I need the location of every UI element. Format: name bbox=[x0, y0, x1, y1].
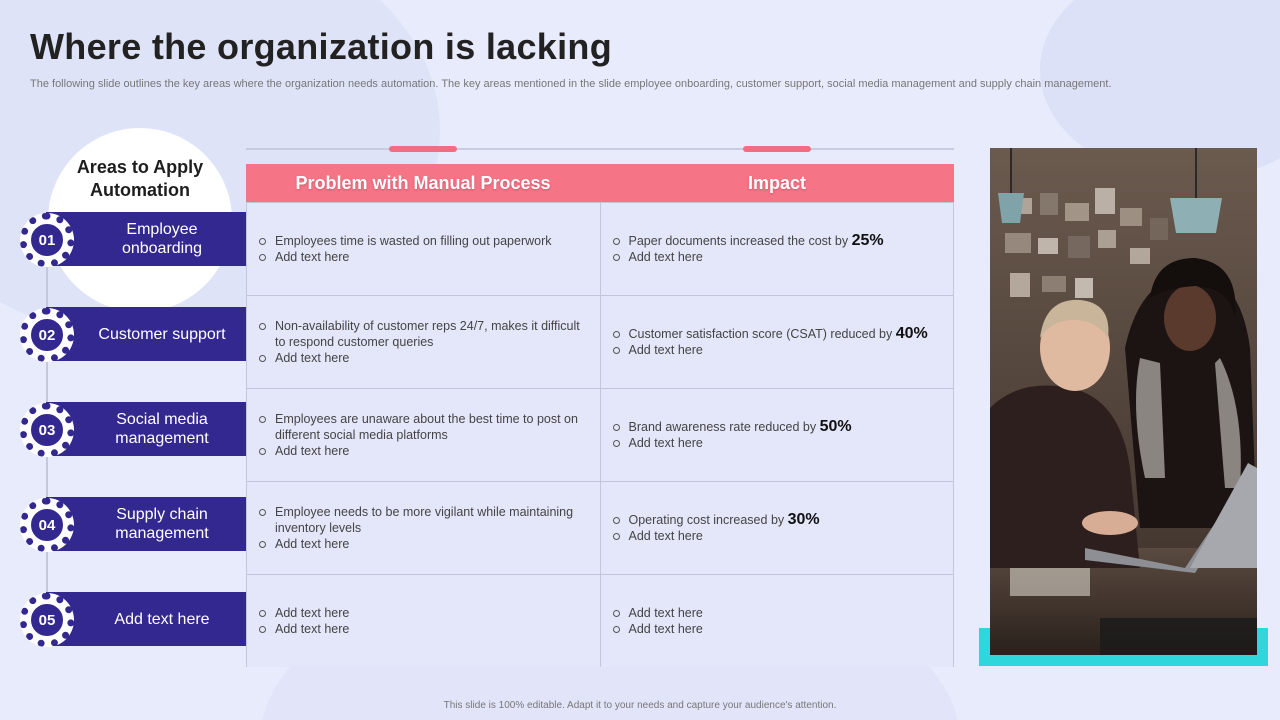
table-row bbox=[246, 295, 954, 388]
office-photo bbox=[990, 148, 1257, 655]
impact-text: Customer satisfaction score (CSAT) reduced by bbox=[628, 327, 893, 341]
impact-text: Add text here bbox=[628, 606, 703, 620]
problem-impact-table bbox=[246, 164, 954, 667]
areas-title bbox=[48, 156, 232, 202]
table-header bbox=[246, 164, 954, 202]
step-number: 04 bbox=[28, 506, 66, 544]
bullet-item: Non-availability of customer reps 24/7, makes it difficult to respond customer queries bbox=[257, 318, 590, 350]
page-title: Where the organization is lacking bbox=[30, 26, 612, 67]
step-item bbox=[20, 306, 246, 362]
step-item bbox=[20, 591, 246, 647]
bullet-item bbox=[611, 605, 944, 621]
problem-cell bbox=[246, 203, 600, 295]
bullet-item: Add text here bbox=[257, 350, 590, 366]
table-top-divider bbox=[246, 148, 954, 150]
impact-cell bbox=[600, 389, 955, 481]
bullet-item bbox=[611, 419, 944, 435]
problem-cell bbox=[246, 296, 600, 388]
impact-percent: 30% bbox=[787, 511, 820, 528]
step-label: Supply chain management bbox=[46, 497, 246, 551]
bullet-item: Add text here bbox=[257, 249, 590, 265]
bullet-item: Add text here bbox=[257, 443, 590, 459]
step-label: Add text here bbox=[46, 592, 246, 646]
impact-cell bbox=[600, 203, 955, 295]
areas-title-text: Areas to Apply Automation bbox=[76, 157, 204, 200]
page-subtitle: The following slide outlines the key areas where the organization needs automation. The key areas mentioned in the slide employee onboarding, customer support, social media management and supply chain management. bbox=[30, 78, 1112, 90]
step-item bbox=[20, 496, 246, 552]
bullet-item: Add text here bbox=[611, 528, 944, 544]
bullet-item: Employee needs to be more vigilant while maintaining inventory levels bbox=[257, 504, 590, 536]
table-row bbox=[246, 481, 954, 574]
table-tab-accent bbox=[743, 146, 811, 152]
bullet-item: Employees time is wasted on filling out paperwork bbox=[257, 233, 590, 249]
problem-cell bbox=[246, 575, 600, 667]
step-number: 03 bbox=[28, 411, 66, 449]
bullet-item: Add text here bbox=[611, 342, 944, 358]
impact-text: Paper documents increased the cost by bbox=[628, 234, 849, 248]
office-photo-illustration bbox=[990, 148, 1257, 655]
table-row bbox=[246, 388, 954, 481]
impact-percent: 50% bbox=[819, 418, 852, 435]
step-label: Social media management bbox=[46, 402, 246, 456]
bullet-item: Add text here bbox=[257, 536, 590, 552]
step-item bbox=[20, 211, 246, 267]
bullet-item bbox=[611, 512, 944, 528]
problem-cell bbox=[246, 482, 600, 574]
bullet-item: Add text here bbox=[611, 621, 944, 637]
impact-percent: 25% bbox=[851, 232, 884, 249]
bullet-item: Add text here bbox=[611, 435, 944, 451]
impact-text: Operating cost increased by bbox=[628, 513, 785, 527]
table-row bbox=[246, 202, 954, 295]
step-number: 05 bbox=[28, 601, 66, 639]
footer-note: This slide is 100% editable. Adapt it to your needs and capture your audience's attention. bbox=[443, 700, 837, 711]
bullet-item: Add text here bbox=[257, 605, 590, 621]
impact-percent: 40% bbox=[895, 325, 928, 342]
step-item bbox=[20, 401, 246, 457]
impact-cell bbox=[600, 482, 955, 574]
problem-cell bbox=[246, 389, 600, 481]
bullet-item: Add text here bbox=[611, 249, 944, 265]
table-row bbox=[246, 574, 954, 667]
header-impact: Impact bbox=[747, 172, 807, 193]
step-number: 02 bbox=[28, 316, 66, 354]
step-label: Customer support bbox=[46, 307, 246, 361]
bullet-item: Add text here bbox=[257, 621, 590, 637]
step-label: Employee onboarding bbox=[46, 212, 246, 266]
bullet-item bbox=[611, 326, 944, 342]
header-problem: Problem with Manual Process bbox=[295, 172, 551, 193]
step-number: 01 bbox=[28, 221, 66, 259]
bullet-item bbox=[611, 233, 944, 249]
table-tab-accent bbox=[389, 146, 457, 152]
impact-cell bbox=[600, 296, 955, 388]
impact-text: Brand awareness rate reduced by bbox=[628, 420, 817, 434]
impact-cell bbox=[600, 575, 955, 667]
bullet-item: Employees are unaware about the best time to post on different social media platforms bbox=[257, 411, 590, 443]
